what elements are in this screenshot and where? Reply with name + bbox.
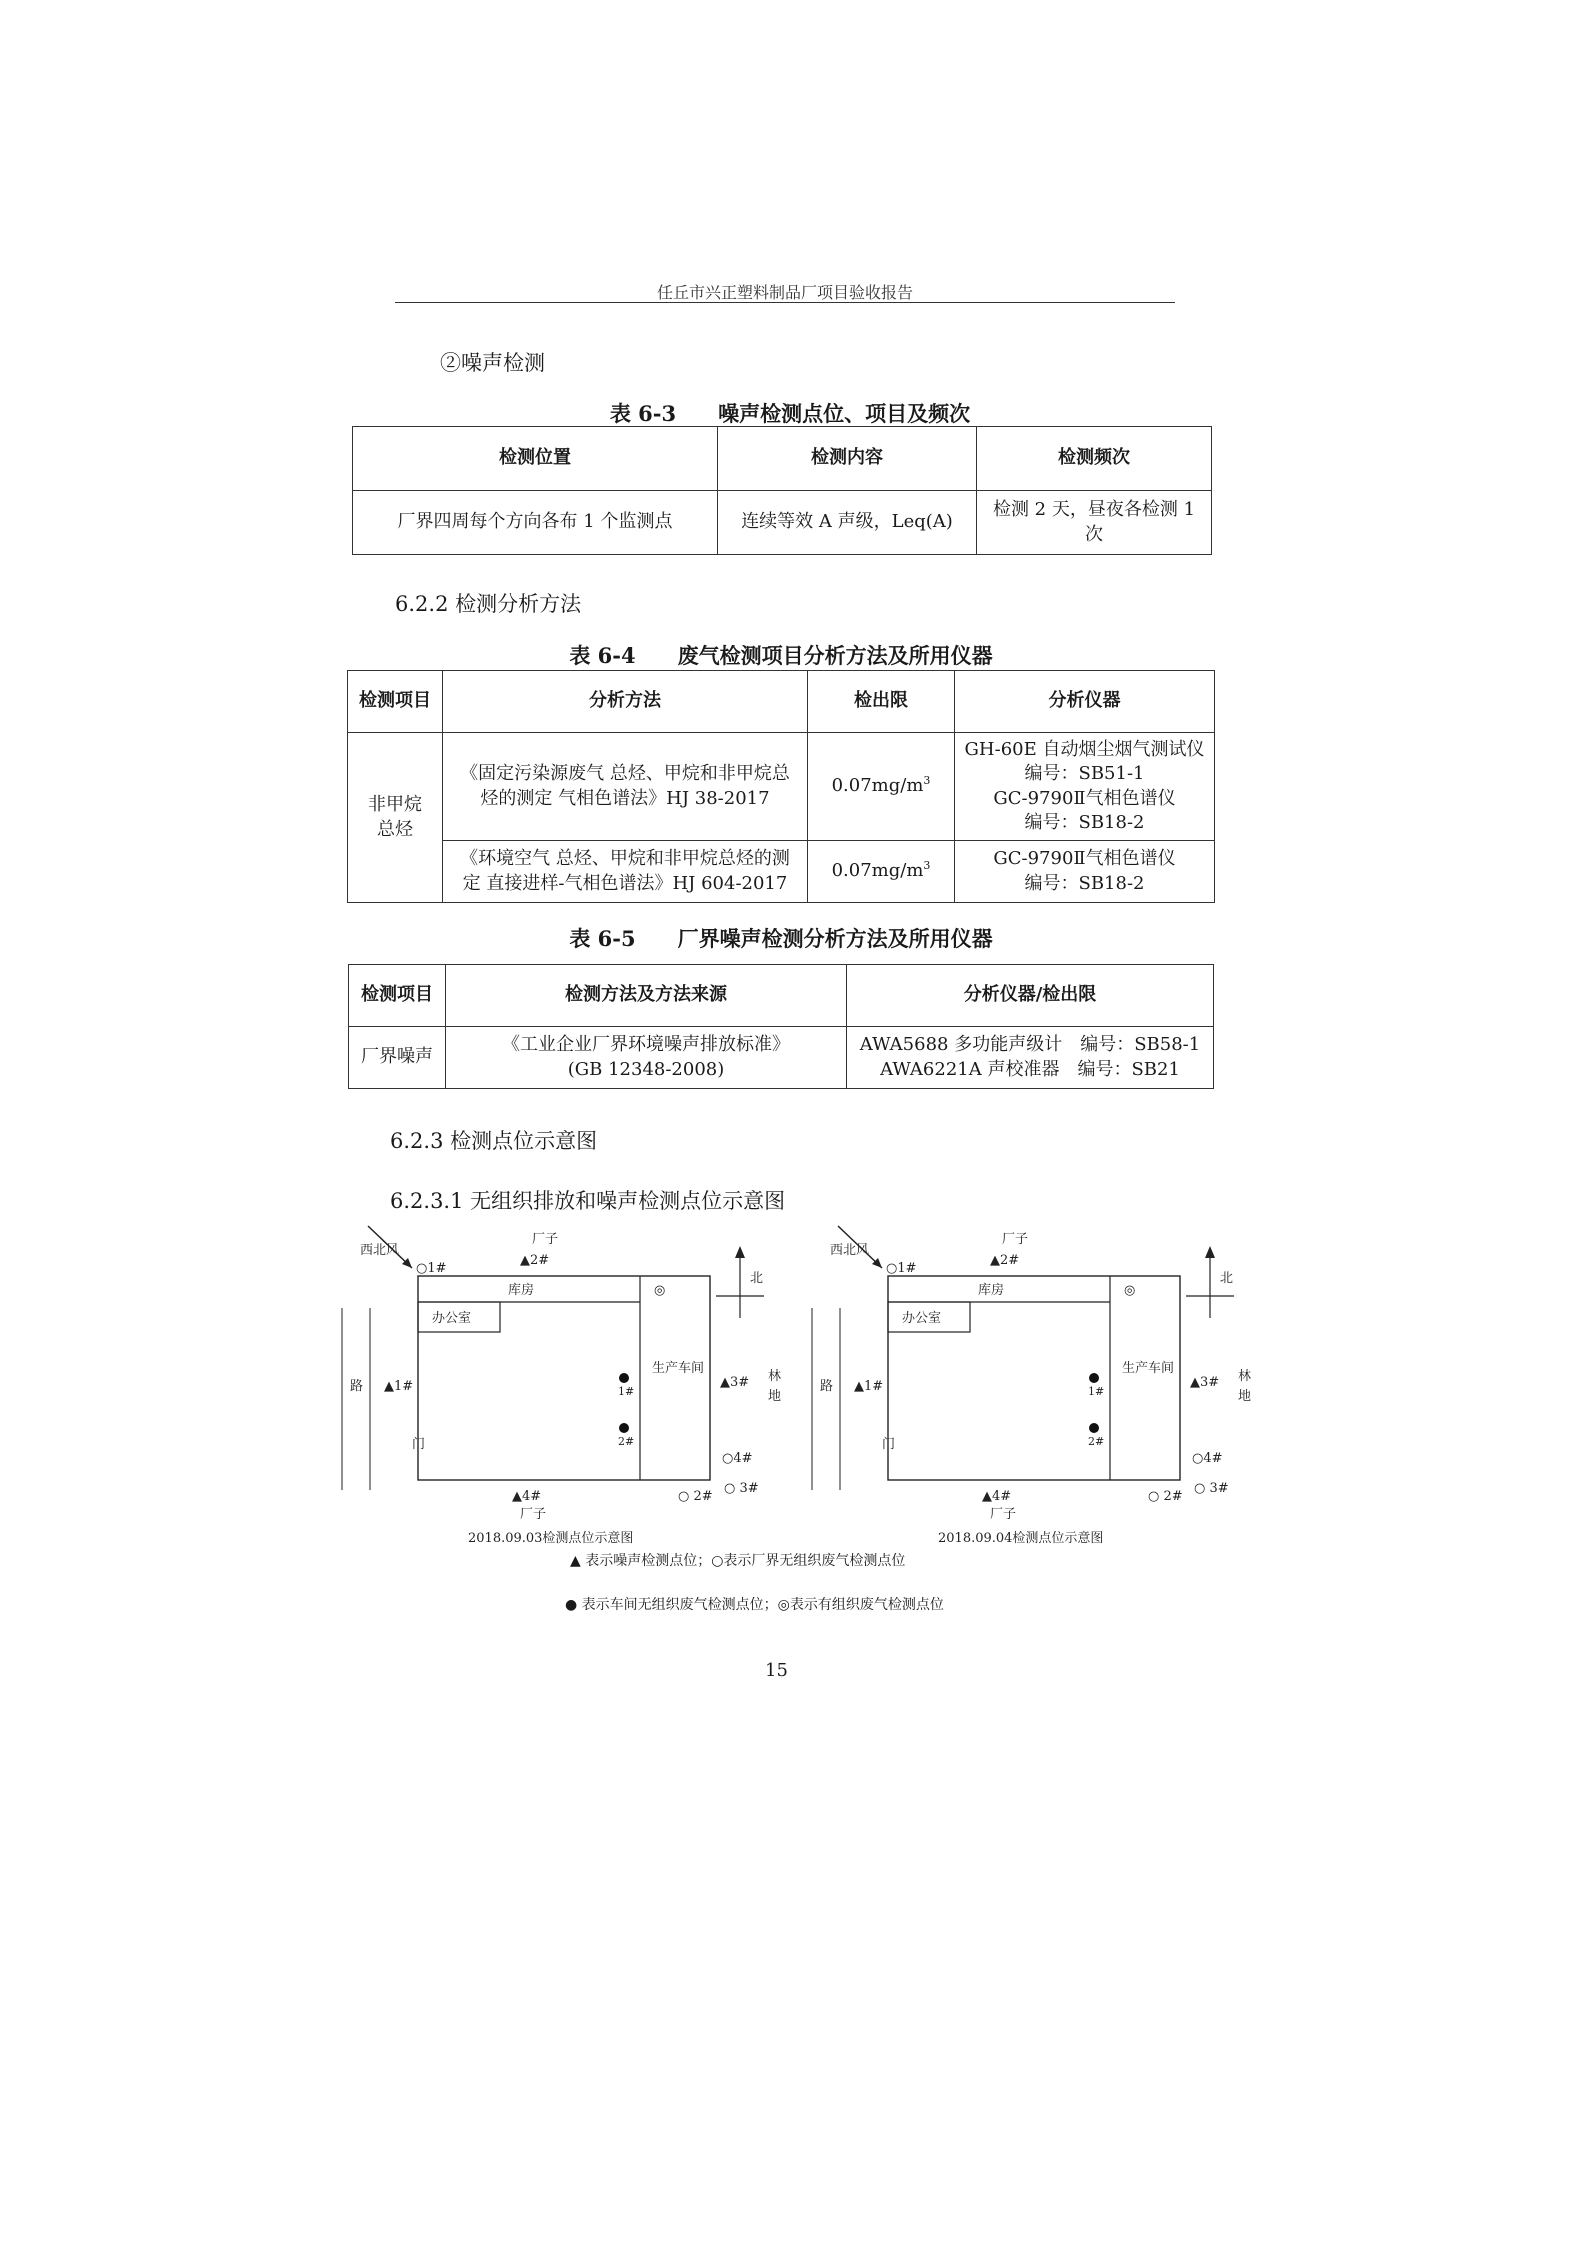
table-header-cell: 分析方法 bbox=[443, 671, 808, 733]
unorg-point-1: ○1# bbox=[416, 1261, 447, 1276]
section-6-2-2-title: 6.2.2 检测分析方法 bbox=[395, 592, 582, 616]
unorg-point-2: ○ 2# bbox=[678, 1489, 713, 1504]
table-cell: 检测 2 天，昼夜各检测 1 次 bbox=[977, 491, 1212, 555]
section-6-2-3-title: 6.2.3 检测点位示意图 bbox=[390, 1129, 598, 1153]
plant-boundary bbox=[888, 1276, 1180, 1480]
noise-point-2: ▲2# bbox=[990, 1253, 1020, 1268]
gate-label: 门 bbox=[412, 1437, 426, 1452]
table-header-cell: 检测项目 bbox=[349, 965, 446, 1027]
page-number: 15 bbox=[765, 1660, 788, 1681]
boundary-label-bottom: 厂子 bbox=[520, 1507, 547, 1522]
noise-section-title: ②噪声检测 bbox=[440, 351, 545, 375]
noise-point-3: ▲3# bbox=[720, 1375, 750, 1390]
diagram-caption: 2018.09.03检测点位示意图 bbox=[468, 1531, 634, 1546]
noise-point-4: ▲4# bbox=[982, 1489, 1012, 1504]
noise-point-3: ▲3# bbox=[1190, 1375, 1220, 1390]
forest-label: 林 bbox=[768, 1369, 782, 1384]
table-6-3 bbox=[352, 426, 1212, 555]
forest-label: 林 bbox=[1238, 1369, 1252, 1384]
legend-line-1: ▲ 表示噪声检测点位；○表示厂界无组织废气检测点位 bbox=[570, 1553, 906, 1569]
workshop-point-2 bbox=[1089, 1423, 1099, 1433]
table-cell-method bbox=[446, 1027, 847, 1089]
instrument-line: GH-60E 自动烟尘烟气测试仪 bbox=[964, 738, 1205, 760]
site-diagram-0904 bbox=[810, 1220, 1270, 1550]
method-line: 《工业企业厂界环境噪声排放标准》 bbox=[502, 1034, 790, 1056]
warehouse-label: 库房 bbox=[508, 1283, 535, 1298]
table-header-cell: 检测位置 bbox=[353, 427, 718, 491]
noise-point-1: ▲1# bbox=[854, 1379, 884, 1394]
road-label: 路 bbox=[820, 1379, 834, 1394]
unorg-point-3: ○ 3# bbox=[1194, 1481, 1229, 1496]
method-line: 定 直接进样-气相色谱法》HJ 604-2017 bbox=[462, 872, 788, 894]
running-header: 任丘市兴正塑料制品厂项目验收报告 bbox=[656, 283, 913, 302]
workshop-point-2-label: 2# bbox=[1088, 1435, 1105, 1448]
warehouse-label: 库房 bbox=[978, 1283, 1005, 1298]
header-rule bbox=[395, 302, 1175, 303]
limit-unit-sup: 3 bbox=[923, 774, 931, 788]
unorg-point-4: ○4# bbox=[1192, 1451, 1223, 1466]
workshop-point-1-label: 1# bbox=[1088, 1385, 1105, 1398]
stack-point: ◎ bbox=[1124, 1283, 1136, 1298]
plant-boundary bbox=[418, 1276, 710, 1480]
north-label: 北 bbox=[750, 1271, 764, 1286]
road-label: 路 bbox=[350, 1379, 364, 1394]
workshop-point-1 bbox=[1089, 1373, 1099, 1383]
table-header-cell: 检测方法及方法来源 bbox=[446, 965, 847, 1027]
table-6-5-caption: 表 6-5 厂界噪声检测分析方法及所用仪器 bbox=[569, 926, 993, 951]
noise-point-2: ▲2# bbox=[520, 1253, 550, 1268]
forest-label: 地 bbox=[768, 1389, 782, 1404]
workshop-point-1-label: 1# bbox=[618, 1385, 635, 1398]
instrument-line: GC-9790Ⅱ气相色谱仪 bbox=[993, 787, 1176, 809]
unorg-point-4: ○4# bbox=[722, 1451, 753, 1466]
site-diagram-0903 bbox=[340, 1220, 800, 1550]
table-cell-method bbox=[443, 841, 808, 903]
table-6-4-caption: 表 6-4 废气检测项目分析方法及所用仪器 bbox=[569, 643, 993, 668]
section-6-2-3-1-title: 6.2.3.1 无组织排放和噪声检测点位示意图 bbox=[390, 1189, 786, 1213]
instrument-line: 编号：SB51-1 bbox=[1024, 763, 1145, 785]
table-6-4 bbox=[347, 670, 1215, 903]
table-cell-instrument bbox=[955, 841, 1215, 903]
workshop-label: 生产车间 bbox=[652, 1361, 705, 1376]
stack-point: ◎ bbox=[654, 1283, 666, 1298]
office-label: 办公室 bbox=[432, 1311, 472, 1326]
workshop-label: 生产车间 bbox=[1122, 1361, 1175, 1376]
table-cell-instrument bbox=[955, 733, 1215, 841]
table-cell-limit bbox=[808, 733, 955, 841]
item-line: 非甲烷 bbox=[368, 794, 422, 816]
office-label: 办公室 bbox=[902, 1311, 942, 1326]
table-6-5 bbox=[348, 964, 1214, 1089]
table-cell: 连续等效 A 声级，Leq(A) bbox=[718, 491, 977, 555]
table-header-cell: 检出限 bbox=[808, 671, 955, 733]
method-line: 《固定污染源废气 总烃、甲烷和非甲烷总 bbox=[460, 763, 790, 785]
noise-point-4: ▲4# bbox=[512, 1489, 542, 1504]
gate-label: 门 bbox=[882, 1437, 896, 1452]
method-line: 烃的测定 气相色谱法》HJ 38-2017 bbox=[480, 787, 770, 809]
limit-value: 0.07mg/m bbox=[831, 860, 924, 882]
unorg-point-2: ○ 2# bbox=[1148, 1489, 1183, 1504]
limit-value: 0.07mg/m bbox=[831, 775, 924, 797]
table-header-cell: 分析仪器/检出限 bbox=[847, 965, 1214, 1027]
method-line: (GB 12348-2008) bbox=[567, 1058, 725, 1080]
table-header-cell: 分析仪器 bbox=[955, 671, 1215, 733]
unorg-point-1: ○1# bbox=[886, 1261, 917, 1276]
instrument-line: 编号：SB18-2 bbox=[1024, 811, 1145, 833]
boundary-label-bottom: 厂子 bbox=[990, 1507, 1017, 1522]
table-cell: 厂界四周每个方向各布 1 个监测点 bbox=[353, 491, 718, 555]
workshop-point-2-label: 2# bbox=[618, 1435, 635, 1448]
instrument-line: AWA5688 多功能声级计 编号：SB58-1 bbox=[859, 1034, 1201, 1056]
instrument-line: 编号：SB18-2 bbox=[1024, 872, 1145, 894]
method-line: 《环境空气 总烃、甲烷和非甲烷总烃的测 bbox=[460, 848, 790, 870]
table-cell-item bbox=[348, 733, 443, 903]
instrument-line: AWA6221A 声校准器 编号：SB21 bbox=[880, 1058, 1180, 1080]
boundary-label-top: 厂子 bbox=[532, 1232, 559, 1247]
diagram-caption: 2018.09.04检测点位示意图 bbox=[938, 1531, 1104, 1546]
item-line: 总烃 bbox=[377, 818, 413, 840]
forest-label: 地 bbox=[1238, 1389, 1252, 1404]
legend-line-2: ● 表示车间无组织废气检测点位；◎表示有组织废气检测点位 bbox=[565, 1597, 944, 1613]
limit-unit-sup: 3 bbox=[923, 859, 931, 873]
table-cell: 厂界噪声 bbox=[349, 1027, 446, 1089]
north-arrow-icon bbox=[735, 1246, 745, 1258]
table-cell-instrument bbox=[847, 1027, 1214, 1089]
workshop-point-2 bbox=[619, 1423, 629, 1433]
wind-label: 西北风 bbox=[360, 1243, 400, 1258]
table-cell-limit bbox=[808, 841, 955, 903]
table-header-cell: 检测内容 bbox=[718, 427, 977, 491]
wind-label: 西北风 bbox=[830, 1243, 870, 1258]
table-header-cell: 检测频次 bbox=[977, 427, 1212, 491]
table-cell-method bbox=[443, 733, 808, 841]
table-6-3-caption: 表 6-3 噪声检测点位、项目及频次 bbox=[609, 401, 971, 426]
unorg-point-3: ○ 3# bbox=[724, 1481, 759, 1496]
boundary-label-top: 厂子 bbox=[1002, 1232, 1029, 1247]
workshop-point-1 bbox=[619, 1373, 629, 1383]
noise-point-1: ▲1# bbox=[384, 1379, 414, 1394]
instrument-line: GC-9790Ⅱ气相色谱仪 bbox=[993, 848, 1176, 870]
table-header-cell: 检测项目 bbox=[348, 671, 443, 733]
north-arrow-icon bbox=[1205, 1246, 1215, 1258]
north-label: 北 bbox=[1220, 1271, 1234, 1286]
